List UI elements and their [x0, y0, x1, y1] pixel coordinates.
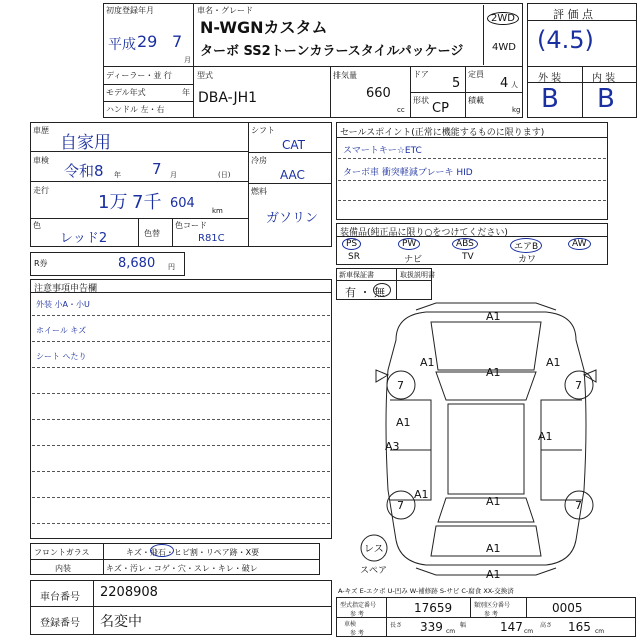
displacement-label: 排気量 — [333, 71, 357, 80]
sales-point-1: スマートキー☆ETC — [343, 146, 422, 156]
model-num-label: 型式指定番号 — [340, 602, 377, 609]
damage-mark: A1 — [486, 366, 501, 379]
interior-label: 内 装 — [592, 73, 616, 84]
capacity-label: 定員 — [468, 70, 484, 79]
notes-rule — [32, 445, 330, 446]
height-word: 高さ — [540, 622, 553, 629]
damage-mark: A1 — [486, 568, 501, 581]
shape-label: 形状 — [413, 96, 429, 105]
load-label: 積載 — [468, 96, 484, 105]
equipment-item: カワ — [518, 255, 537, 265]
length-unit: cm — [446, 628, 456, 635]
car-name-label: 車名・グレード — [197, 6, 253, 15]
tire-depth: 7 — [397, 499, 404, 512]
damage-mark: A1 — [396, 416, 411, 429]
height-value: 165 — [568, 620, 591, 634]
notes-rule — [32, 523, 330, 524]
grade-label: 評 価 点 — [553, 8, 593, 21]
tire-depth: 7 — [575, 499, 582, 512]
inspection-year-unit: 年 — [114, 171, 121, 179]
inspection-day-unit: (日) — [218, 171, 231, 179]
note-line-1: 外装 小A・小U — [36, 300, 90, 309]
warranty-value: 有 ・ 無 — [345, 286, 385, 299]
class-num-value: 0005 — [552, 601, 583, 615]
drive-2wd: 2WD — [487, 12, 519, 25]
damage-mark: A1 — [486, 542, 501, 555]
interior-cond-options: キズ・汚レ・コゲ・穴・スレ・キレ・破レ — [106, 564, 258, 573]
color-code-value: R81C — [198, 233, 225, 244]
cc-unit: cc — [397, 106, 405, 114]
recycle-label: R券 — [34, 259, 48, 268]
notes-box — [30, 279, 332, 539]
notes-rule — [32, 471, 330, 472]
warranty-selected-ring — [373, 283, 391, 297]
model-label: 型式 — [197, 71, 213, 80]
inspection-month: 7 — [152, 160, 162, 178]
color-code-label: 色コード — [175, 221, 207, 230]
exterior-grade: B — [541, 84, 559, 114]
equipment-item: TV — [462, 252, 474, 262]
model-year-suffix: 年 — [182, 88, 190, 97]
length-label: 車検 — [344, 621, 357, 628]
width-unit: cm — [524, 628, 534, 635]
sales-points-label: セールスポイント(正常に機能するものに限ります) — [340, 128, 545, 138]
reg-value: 名変中 — [100, 614, 142, 630]
model-code: DBA-JH1 — [198, 90, 258, 106]
car-damage-diagram — [336, 300, 636, 585]
damage-mark: A1 — [414, 488, 429, 501]
reg-label: 登録番号 — [40, 618, 80, 629]
inspection-era: 令和8 — [64, 162, 104, 180]
damage-mark: A1 — [538, 430, 553, 443]
mileage-label: 走行 — [33, 186, 49, 195]
notes-rule — [32, 367, 330, 368]
month-unit: 月 — [184, 56, 191, 64]
kg-unit: kg — [512, 106, 521, 114]
windshield-label: フロントガラス — [34, 548, 90, 557]
first-reg-label: 初度登録年月 — [106, 6, 154, 15]
damage-legend: A-キズ E-エクボ U-凹み W-補修跡 S-サビ C-腐食 XX-交換済 — [338, 587, 514, 595]
model-year-label: モデル年式 — [106, 88, 146, 97]
drive-4wd: 4WD — [492, 42, 516, 53]
notes-rule — [32, 315, 330, 316]
handle-label: ハンドル 左・右 — [106, 105, 165, 114]
notes-rule — [32, 497, 330, 498]
recycle-box — [30, 252, 185, 276]
note-line-2: ホイール キズ — [36, 326, 87, 335]
damage-mark: A3 — [385, 440, 400, 453]
inspection-label: 車検 — [33, 156, 49, 165]
color-change-label: 色替 — [144, 229, 160, 238]
windshield-options: キズ・飛石・ヒビ割・リペア跡・X要 — [126, 548, 260, 557]
class-num-sub: 参 考 — [484, 611, 498, 618]
usage-label: 車歴 — [33, 126, 49, 135]
equipment-item-circled: エアB — [510, 238, 542, 253]
color-label: 色 — [33, 221, 41, 230]
car-name: N-WGNカスタム — [200, 18, 328, 37]
chassis-label: 車台番号 — [40, 592, 80, 603]
first-reg-year: 29 — [137, 32, 158, 51]
manual-label: 取扱説明書 — [400, 271, 435, 279]
length-sub: 参 考 — [350, 630, 364, 637]
spare-label: レス — [364, 544, 384, 555]
tire-depth: 7 — [575, 379, 582, 392]
equipment-item-circled: AW — [568, 238, 591, 250]
shift-value: CAT — [282, 138, 305, 152]
exterior-label: 外 装 — [538, 73, 562, 84]
width-value: 147 — [500, 620, 523, 634]
equipment-item: SR — [348, 252, 360, 262]
grade-score: (4.5) — [537, 26, 594, 54]
notes-rule — [32, 341, 330, 342]
shape-value: CP — [432, 101, 449, 116]
length-word: 長さ — [390, 622, 403, 629]
displacement-value: 660 — [366, 86, 391, 101]
chassis-value: 2208908 — [100, 585, 158, 600]
ac-value: AAC — [280, 168, 305, 182]
damage-mark: A1 — [486, 495, 501, 508]
windshield-selected-ring — [150, 544, 174, 557]
first-reg-era: 平成 — [108, 37, 136, 53]
height-unit: cm — [595, 628, 605, 635]
damage-mark: A1 — [486, 310, 501, 323]
equipment-item-circled: PW — [398, 238, 420, 250]
shift-label: シフト — [251, 126, 275, 135]
usage-value: 自家用 — [60, 133, 111, 153]
dealer-label: ディーラー・並 行 — [106, 71, 172, 80]
mileage-man: 1万 — [98, 192, 128, 213]
notes-label: 注意事項申告欄 — [34, 284, 98, 294]
inspection-month-unit: 月 — [170, 171, 177, 179]
length-value: 339 — [420, 620, 443, 634]
sales-point-2: ターボ車 衝突軽減ブレーキ HID — [343, 168, 473, 178]
ac-label: 冷房 — [251, 156, 267, 165]
color-value: レッド2 — [60, 231, 108, 246]
car-outline — [386, 312, 586, 565]
notes-rule — [32, 419, 330, 420]
fuel-label: 燃料 — [251, 187, 267, 196]
car-hood — [431, 322, 541, 370]
mileage-rest: 604 — [170, 196, 195, 211]
fuel-value: ガソリン — [266, 211, 319, 226]
capacity-value: 4 — [500, 76, 509, 91]
equipment-item: ナビ — [404, 255, 423, 265]
damage-mark: A1 — [420, 356, 435, 369]
model-num-value: 17659 — [414, 601, 453, 615]
width-word: 幅 — [460, 622, 467, 629]
class-num-label: 類別区分番号 — [474, 602, 511, 609]
model-num-sub: 参 考 — [350, 611, 364, 618]
first-reg-month: 7 — [172, 32, 183, 51]
spare-sub: スペア — [360, 566, 388, 576]
notes-rule — [32, 393, 330, 394]
equipment-item-circled: ABS — [452, 238, 478, 250]
km-unit: km — [212, 207, 223, 215]
car-grade: ターボ SS2トーンカラースタイルパッケージ — [200, 44, 464, 59]
mileage-sen: 7千 — [132, 192, 162, 213]
interior-cond-label: 内装 — [55, 564, 71, 573]
recycle-value: 8,680 — [118, 256, 156, 271]
warranty-label: 新車保証書 — [339, 271, 374, 279]
equipment-label: 装備品(純正品に限り○をつけてください) — [340, 228, 508, 238]
doors-value: 5 — [452, 76, 461, 91]
damage-mark: A1 — [546, 356, 561, 369]
recycle-unit: 円 — [168, 263, 175, 271]
car-roof — [448, 404, 524, 494]
equipment-item-circled: PS — [342, 238, 361, 250]
doors-label: ドア — [413, 70, 429, 79]
note-line-3: シート へたり — [36, 352, 87, 361]
capacity-unit: 人 — [511, 81, 518, 89]
interior-grade: B — [597, 84, 615, 114]
tire-depth: 7 — [397, 379, 404, 392]
